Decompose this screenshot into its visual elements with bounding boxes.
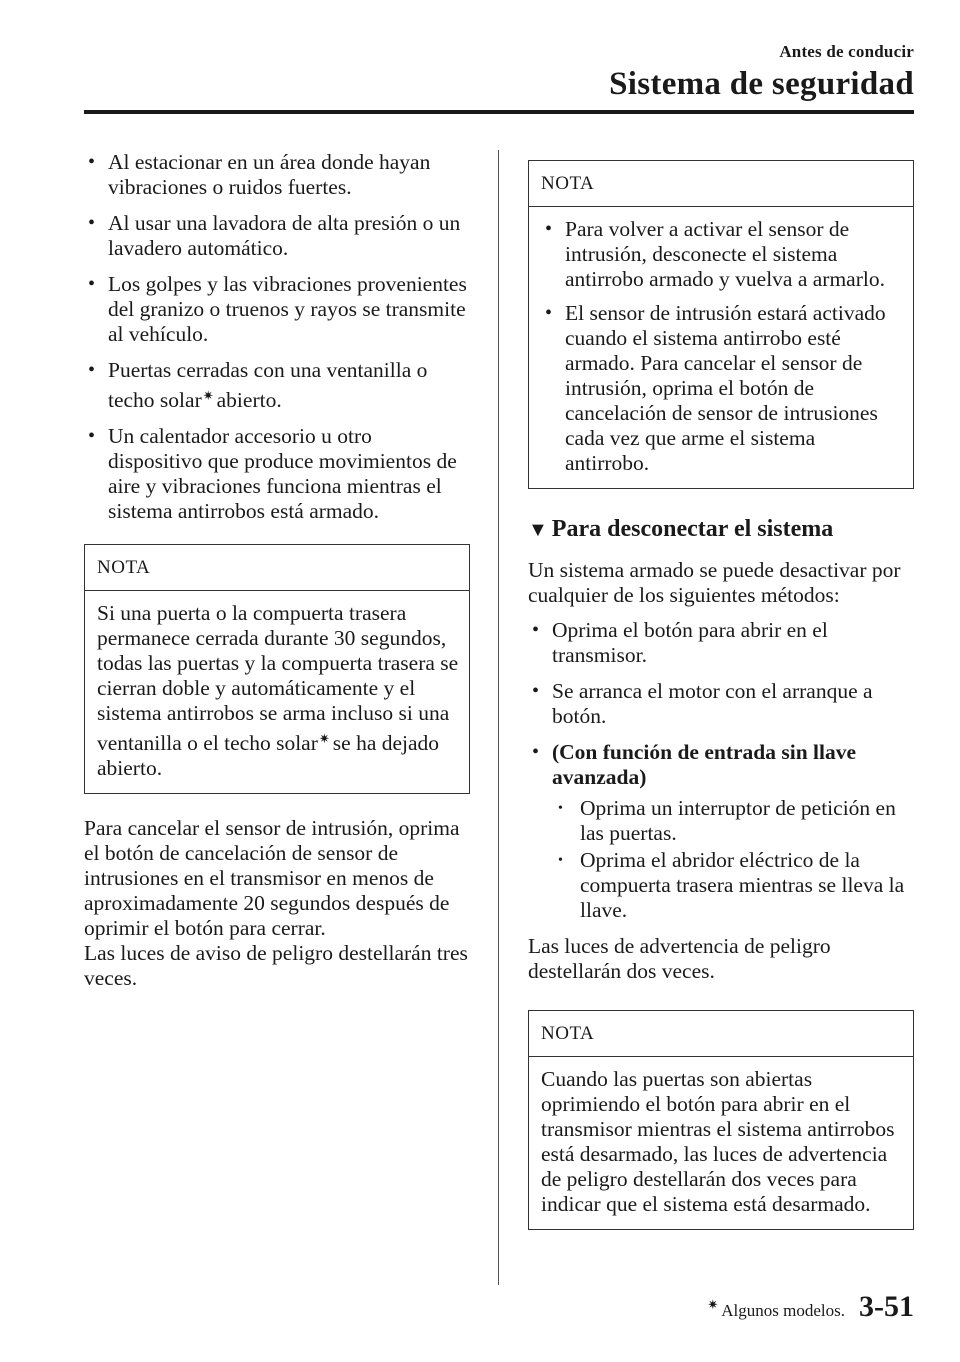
list-item: • Al usar una lavadora de alta presión o un lavadero automático. [84,211,470,261]
note-body [85,591,469,793]
triangle-down-icon: ▼ [528,519,548,541]
section-heading-text: Para desconectar el sistema [551,516,834,542]
note-label: NOTA [529,1011,913,1057]
page-number: 3-51 [859,1290,914,1323]
column-divider [498,150,499,1285]
intro-paragraph: Un sistema armado se puede desactivar por cualquier de los siguientes métodos: [528,558,901,607]
asterisk-icon: ✷ [202,388,214,403]
note-box [528,160,914,489]
page-footer [706,1290,914,1324]
note-text: Si una puerta o la compuerta trasera permanece cerrada durante 30 segundos, todas las puertas y la compuerta trasera se cierran doble y automáticamente y el sistema antirrobos se arma incluso si una ventanilla o el techo solar [97,601,459,755]
paragraph: Las luces de advertencia de peligro destellarán dos veces. [528,934,831,983]
page-title: Sistema de seguridad [609,66,914,102]
list-item: • Un calentador accesorio u otro dispositivo que produce movimientos de aire y vibraciones funciona mientras el sistema antirrobos está armado. [84,424,470,524]
list-item: • Oprima el botón para abrir en el transmisor. [528,618,914,668]
sub-list-item: • Oprima un interruptor de petición en las puertas. [552,796,914,846]
left-column [84,150,470,991]
note-body [529,207,913,488]
note-label: NOTA [85,545,469,591]
list-item: • Al estacionar en un área donde hayan vibraciones o ruidos fuertes. [84,150,470,200]
section-heading [528,515,914,544]
note-box [528,1010,914,1230]
note-body: Cuando las puertas son abiertas oprimiendo el botón para abrir en el transmisor mientras el sistema antirrobos está desarmado, las luces de advertencia de peligro destellarán dos veces para indicar que el sistema está desarmado. [541,1067,895,1216]
asterisk-icon: ✷ [707,1297,719,1312]
list-item: • El sensor de intrusión estará activado cuando el sistema antirrobo esté armado. Para cancelar el sensor de intrusión, oprima el botón de cancelación de sensor de intrusiones cada vez que arme el sistema antirrobo. [541,301,903,476]
list-item: • Para volver a activar el sensor de intrusión, desconecte el sistema antirrobo armado y vuelva a armarlo. [541,217,903,292]
list-item: • Se arranca el motor con el arranque a botón. [528,679,914,729]
list-item [84,358,470,413]
list-item-text: abierto. [216,388,282,412]
sub-list [552,796,914,923]
header-rule [84,110,914,114]
list-item: • Los golpes y las vibraciones provenientes del granizo o truenos y rayos se transmite al vehículo. [84,272,470,347]
footnote-text: Algunos modelos. [721,1301,845,1320]
method-list [528,618,914,923]
note-label: NOTA [529,161,913,207]
paragraph: Las luces de aviso de peligro destellarán tres veces. [84,941,468,990]
list-item-text: Puertas cerradas con una ventanilla o techo solar [108,358,428,412]
page-header [609,42,914,103]
note-text: se ha dejado abierto. [97,731,440,780]
asterisk-icon: ✷ [318,731,330,746]
footnote [706,1297,845,1321]
left-bullet-list [84,150,470,524]
right-column [528,160,914,1230]
list-item [528,740,914,923]
section-name: Antes de conducir [779,42,914,61]
note-box [84,544,470,794]
sub-list-item: • Oprima el abridor eléctrico de la compuerta trasera mientras se lleva la llave. [552,848,914,923]
list-item-label: (Con función de entrada sin llave avanzada) [552,740,857,789]
note-bullet-list [541,217,903,476]
paragraph: Para cancelar el sensor de intrusión, oprima el botón de cancelación de sensor de intrusiones en el transmisor en menos de aproximadamente 20 segundos después de oprimir el botón para cerrar. [84,816,460,940]
